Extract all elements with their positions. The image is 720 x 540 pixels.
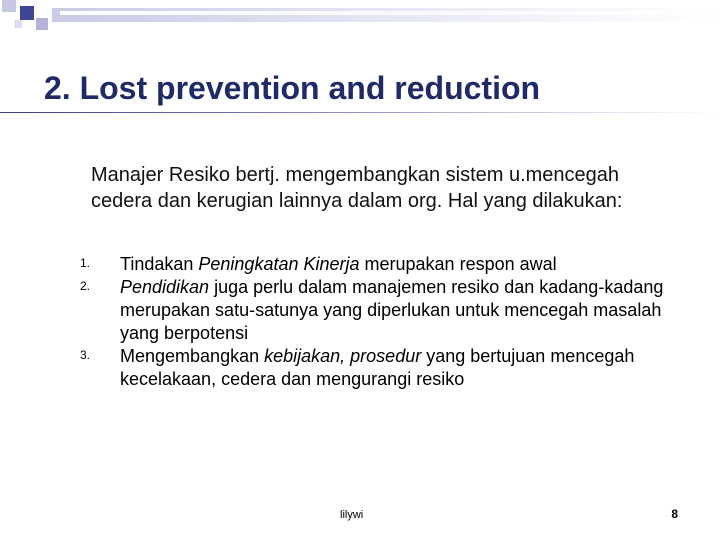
corner-square-light [2,0,16,12]
intro-paragraph: Manajer Resiko bertj. mengembangkan sistem u.mencegah cedera dan kerugian lainnya dalam org. Hal yang dilakukan: [91,164,623,212]
text-segment: juga perlu dalam manajemen resiko dan kadang-kadang merupakan satu-satunya yang diperlukan untuk mencegah masalah yang berpotensi [120,277,664,343]
title-underline [0,112,720,113]
list-number: 3. [80,348,91,362]
list-item [60,345,680,391]
text-segment: Mengembangkan [120,346,265,366]
numbered-list [60,253,680,391]
header-gradient-bar [52,8,720,22]
page-number: 8 [671,507,678,521]
list-item [60,276,680,345]
corner-square-small [14,20,22,28]
footer-author: lilywi [340,509,364,521]
italic-segment: Pendidikan [120,277,210,297]
text-segment: Tindakan [120,254,199,274]
text-segment: yang bertujuan mencegah kecelakaan, cedera dan mengurangi resiko [120,346,635,389]
list-item-text [120,277,663,343]
corner-square-dark [20,6,34,20]
text-segment: merupakan respon awal [359,254,557,274]
italic-segment: kebijakan, prosedur [264,346,422,366]
list-number: 2. [80,279,91,293]
list-item-text [120,254,557,274]
list-item-text [120,346,634,389]
slide-title: 2. Lost prevention and reduction [44,70,541,106]
list-item [60,253,680,276]
list-number: 1. [80,256,91,270]
corner-square-mid [36,18,48,30]
italic-segment: Peningkatan Kinerja [198,254,360,274]
